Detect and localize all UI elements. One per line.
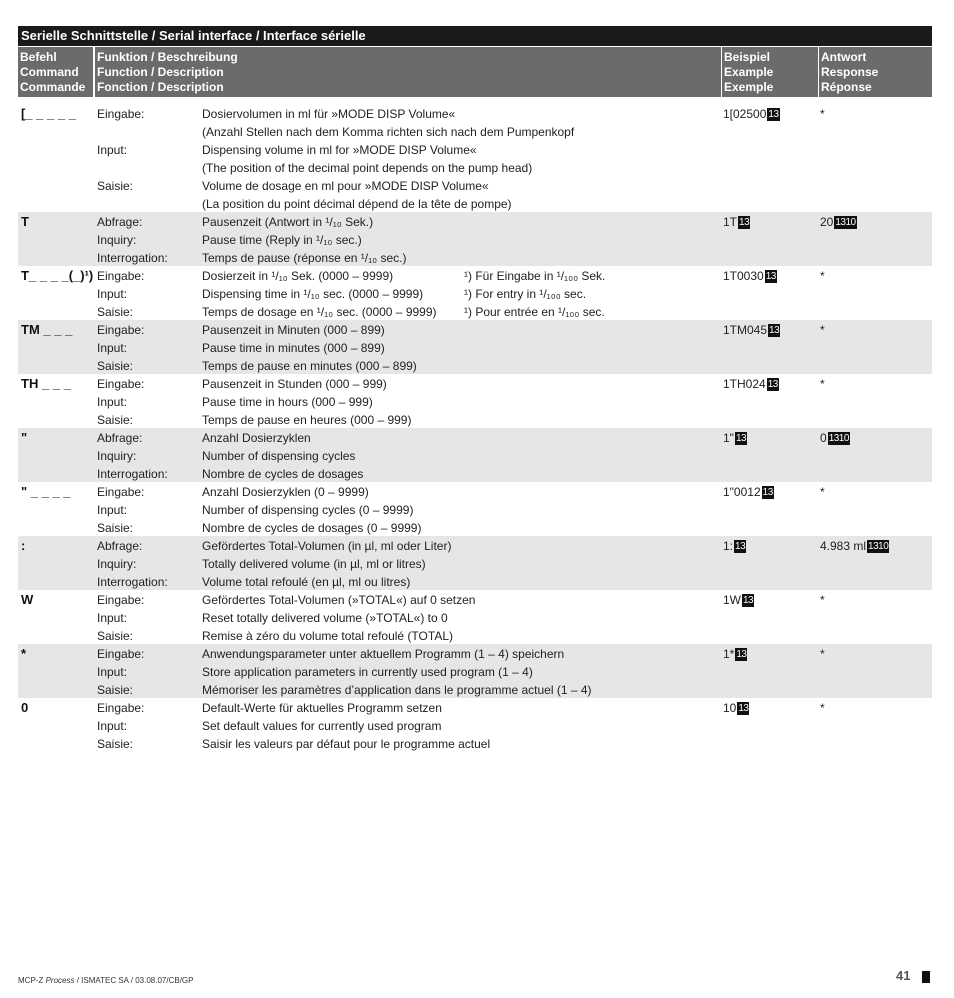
example-text: 1W	[723, 593, 741, 607]
command-code: *	[21, 646, 27, 661]
control-code-badge: 13	[739, 217, 750, 228]
example-text: 1T0030	[723, 269, 764, 283]
example	[723, 321, 780, 339]
command-table	[18, 104, 932, 752]
description-line: Pausenzeit in Minuten (000 – 899)	[202, 323, 385, 337]
response-text: *	[820, 269, 825, 283]
language-label: Eingabe:	[97, 269, 145, 283]
description-line: Volume de dosage en ml pour »MODE DISP Volume«	[202, 179, 489, 193]
language-labels	[97, 699, 144, 753]
description-line: Nombre de cycles de dosages	[202, 467, 364, 481]
language-label: Abfrage:	[97, 215, 143, 229]
description-line: (Anzahl Stellen nach dem Komma richten sich nach dem Pumpenkopf	[202, 125, 575, 139]
language-label: Abfrage:	[97, 539, 143, 553]
language-label: Saisie:	[97, 737, 134, 751]
description	[202, 321, 417, 375]
command-code: TH _ _ _	[21, 376, 71, 391]
language-labels	[97, 483, 144, 537]
language-labels	[97, 537, 168, 591]
language-label: Interrogation:	[97, 251, 168, 265]
command-code: :	[21, 538, 26, 553]
header-example: Beispiel Example Exemple	[722, 47, 818, 97]
response	[820, 537, 889, 555]
example	[723, 267, 777, 285]
description-line: Reset totally delivered volume (»TOTAL«) to 0	[202, 611, 448, 625]
description-line: Default-Werte für aktuelles Programm setzen	[202, 701, 442, 715]
description-line: (La position du point décimal dépend de la tête de pompe)	[202, 197, 512, 211]
response	[820, 375, 825, 393]
language-label: Input:	[97, 143, 128, 157]
response-text: 4.983 ml	[820, 539, 867, 553]
description-line: Dispensing volume in ml for »MODE DISP Volume«	[202, 143, 477, 157]
language-label: Eingabe:	[97, 593, 145, 607]
description-line: Number of dispensing cycles (0 – 9999)	[202, 503, 414, 517]
description-line: Temps de pause en heures (000 – 999)	[202, 413, 412, 427]
language-label: Interrogation:	[97, 467, 168, 481]
language-label	[97, 159, 144, 177]
response	[820, 267, 825, 285]
description-line: Mémoriser les paramètres d’application dans le programme actuel (1 – 4)	[202, 683, 592, 697]
language-labels	[97, 105, 144, 213]
response	[820, 483, 825, 501]
page-marker-block	[922, 971, 930, 983]
response-text: 0	[820, 431, 827, 445]
language-label: Inquiry:	[97, 233, 137, 247]
language-label: Input:	[97, 395, 128, 409]
command-code: T	[21, 214, 29, 229]
description-line: Pause time (Reply in ¹/₁₀ sec.)	[202, 233, 362, 247]
description	[202, 267, 606, 321]
table-row	[18, 212, 932, 266]
example	[723, 213, 750, 231]
language-label: Eingabe:	[97, 107, 145, 121]
control-code-badge: 13	[768, 109, 779, 120]
control-code-badge: 13	[735, 541, 746, 552]
language-label: Saisie:	[97, 179, 134, 193]
table-header	[18, 47, 932, 97]
language-label: Inquiry:	[97, 557, 137, 571]
language-label: Eingabe:	[97, 323, 145, 337]
control-code-badge: 13	[735, 433, 747, 444]
example	[723, 645, 747, 663]
page-number: 41	[896, 968, 911, 983]
language-label	[97, 195, 144, 213]
language-label: Eingabe:	[97, 647, 145, 661]
response-text: *	[820, 593, 825, 607]
control-code-badge: 1310	[835, 217, 856, 228]
description-line: Pausenzeit (Antwort in ¹/₁₀ Sek.)	[202, 215, 374, 229]
control-code-badge: 1310	[828, 433, 849, 444]
footer-doc-info: MCP-Z Process / ISMATEC SA / 03.08.07/CB/GP	[18, 976, 194, 985]
language-label: Eingabe:	[97, 701, 145, 715]
example-text: 1"0012	[723, 485, 761, 499]
description-line: Anzahl Dosierzyklen (0 – 9999)	[202, 485, 369, 499]
control-code-badge: 13	[762, 487, 773, 498]
example-text: 1:	[723, 539, 734, 553]
description-line: Anwendungsparameter unter aktuellem Programm (1 – 4) speichern	[202, 647, 565, 661]
response	[820, 591, 825, 609]
response-text: *	[820, 323, 825, 337]
description-line: Nombre de cycles de dosages (0 – 9999)	[202, 521, 422, 535]
language-label: Saisie:	[97, 413, 134, 427]
table-row	[18, 320, 932, 374]
description-line: Gefördertes Total-Volumen (»TOTAL«) auf 0 setzen	[202, 593, 476, 607]
control-code-badge: 13	[767, 379, 778, 390]
description-line: Pause time in hours (000 – 999)	[202, 395, 373, 409]
description-line: Saisir les valeurs par défaut pour le programme actuel	[202, 737, 491, 751]
table-row	[18, 374, 932, 428]
description-line: Pausenzeit in Stunden (000 – 999)	[202, 377, 387, 391]
command-code: T_ _ _ _(_)¹)	[21, 268, 94, 283]
description	[202, 483, 421, 537]
table-row	[18, 590, 932, 644]
language-label: Saisie:	[97, 521, 134, 535]
language-labels	[97, 591, 144, 645]
description	[202, 213, 406, 267]
description	[202, 645, 592, 699]
response-text: 20	[820, 215, 834, 229]
language-label: Input:	[97, 341, 128, 355]
language-label: Saisie:	[97, 683, 134, 697]
control-code-badge: 13	[738, 703, 749, 714]
response-text: *	[820, 107, 825, 121]
table-row	[18, 428, 932, 482]
language-label: Input:	[97, 287, 128, 301]
language-label: Inquiry:	[97, 449, 137, 463]
description-line: Temps de pause en minutes (000 – 899)	[202, 359, 417, 373]
header-function: Funktion / Beschreibung Function / Description Fonction / Description	[95, 47, 721, 97]
language-label: Interrogation:	[97, 575, 168, 589]
language-labels	[97, 213, 168, 267]
control-code-badge: 13	[743, 595, 754, 606]
description	[202, 105, 574, 213]
response-text: *	[820, 377, 825, 391]
description-line: Dosiervolumen in ml für »MODE DISP Volume«	[202, 107, 456, 121]
language-label: Saisie:	[97, 305, 134, 319]
description-line: Temps de pause (réponse en ¹/₁₀ sec.)	[202, 251, 407, 265]
footnote: ¹) Für Eingabe in ¹/₁₀₀ Sek.	[464, 269, 606, 283]
description-line: Dosierzeit in ¹/₁₀ Sek. (0000 – 9999)	[202, 269, 394, 283]
control-code-badge: 13	[736, 649, 747, 660]
command-code: 0	[21, 700, 29, 715]
language-label: Input:	[97, 611, 128, 625]
description-line: Pause time in minutes (000 – 899)	[202, 341, 385, 355]
example-text: 1"	[723, 431, 734, 445]
footnote: ¹) Pour entrée en ¹/₁₀₀ sec.	[464, 305, 605, 319]
header-response: Antwort Response Réponse	[819, 47, 932, 97]
description-line: Store application parameters in currently used program (1 – 4)	[202, 665, 533, 679]
description-line: Set default values for currently used program	[202, 719, 442, 733]
control-code-badge: 1310	[868, 541, 889, 552]
command-code: W	[21, 592, 34, 607]
example	[723, 375, 779, 393]
example-text: 10	[723, 701, 737, 715]
description-line: Number of dispensing cycles	[202, 449, 356, 463]
response	[820, 105, 825, 123]
response	[820, 213, 857, 231]
description	[202, 375, 411, 429]
language-label: Eingabe:	[97, 485, 145, 499]
language-label: Input:	[97, 665, 128, 679]
description-line: Dispensing time in ¹/₁₀ sec. (0000 – 9999)	[202, 287, 424, 301]
description-line: Remise à zéro du volume total refoulé (TOTAL)	[202, 629, 453, 643]
header-command: Befehl Command Commande	[18, 47, 93, 97]
description-line: Gefördertes Total-Volumen (in µl, ml oder Liter)	[202, 539, 452, 553]
example	[723, 699, 749, 717]
command-code: [_ _ _ _ _	[21, 106, 76, 121]
description-line: Volume total refoulé (en µl, ml ou litres)	[202, 575, 411, 589]
example-text: 1*	[723, 647, 735, 661]
description-line: (The position of the decimal point depends on the pump head)	[202, 161, 533, 175]
description	[202, 429, 363, 483]
language-labels	[97, 375, 144, 429]
language-label: Saisie:	[97, 629, 134, 643]
language-label	[97, 123, 144, 141]
command-code: "	[21, 430, 28, 445]
example-text: 1TH024	[723, 377, 766, 391]
language-labels	[97, 645, 144, 699]
table-row	[18, 698, 932, 752]
example-text: 1TM045	[723, 323, 768, 337]
table-row	[18, 644, 932, 698]
language-label: Saisie:	[97, 359, 134, 373]
section-title: Serielle Schnittstelle / Serial interface / Interface sérielle	[18, 26, 932, 46]
example-text: 1T	[723, 215, 738, 229]
table-row	[18, 104, 932, 212]
response-text: *	[820, 485, 825, 499]
control-code-badge: 13	[769, 325, 780, 336]
response	[820, 645, 825, 663]
example-text: 1[02500	[723, 107, 767, 121]
command-code: TM _ _ _	[21, 322, 73, 337]
example	[723, 105, 780, 123]
control-code-badge: 13	[765, 271, 776, 282]
response	[820, 321, 825, 339]
example	[723, 537, 746, 555]
response-text: *	[820, 647, 825, 661]
description-line: Temps de dosage en ¹/₁₀ sec. (0000 – 9999)	[202, 305, 437, 319]
footnote: ¹) For entry in ¹/₁₀₀ sec.	[464, 287, 587, 301]
response	[820, 699, 825, 717]
example	[723, 591, 754, 609]
command-code: " _ _ _ _	[21, 484, 71, 499]
language-labels	[97, 267, 144, 321]
description-line: Anzahl Dosierzyklen	[202, 431, 311, 445]
language-labels	[97, 429, 168, 483]
example	[723, 429, 747, 447]
table-row	[18, 536, 932, 590]
example	[723, 483, 774, 501]
response-text: *	[820, 701, 825, 715]
description	[202, 591, 475, 645]
language-label: Abfrage:	[97, 431, 143, 445]
language-labels	[97, 321, 144, 375]
description-line: Totally delivered volume (in µl, ml or litres)	[202, 557, 426, 571]
table-row	[18, 266, 932, 320]
table-row	[18, 482, 932, 536]
description	[202, 699, 490, 753]
response	[820, 429, 850, 447]
language-label: Input:	[97, 719, 128, 733]
language-label: Eingabe:	[97, 377, 145, 391]
description	[202, 537, 451, 591]
language-label: Input:	[97, 503, 128, 517]
